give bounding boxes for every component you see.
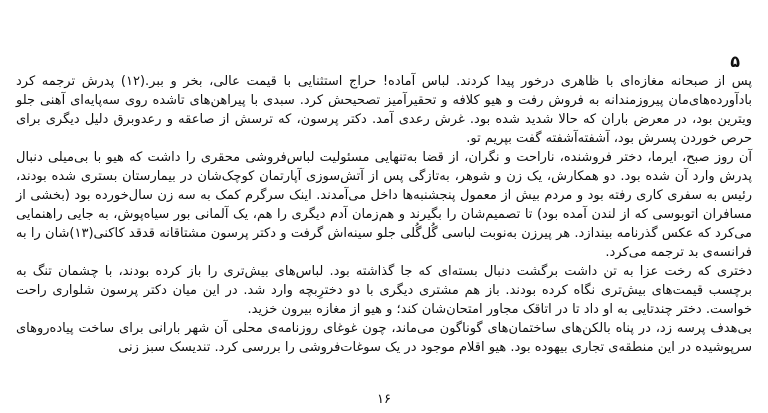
- section-number: ۵: [730, 52, 740, 71]
- page-number: ۱۶: [377, 392, 391, 407]
- paragraph: آن روز صبح، ایرما، دختر فروشنده، ناراحت و نگران، از قضا به‌تنهایی مسئولیت لباس‌فروشی محقری را داشت که هیو با بی‌میلی دنبال پدرش وارد آن شده بود. دو همکارش، یک زن و شوهر، به‌تازگی پس از آتش‌سوزی آپارتمان کوچک‌شان در بیمارستان بستری شده بودند، رئیس به سفری کاری رفته بود و مردم بیش از معمول پنجشنبه‌ها داخل می‌آمدند. اینک سرگرم کمک به سه زن سال‌خورده بود (بخشی از مسافران اتوبوسی که از لندن آمده بود) تا تصمیم‌شان را بگیرند و هم‌زمان آدم دیگری را هم، یک آلمانی بور سیاه‌پوش، به جایی راهنمایی می‌کرد که عکس گذرنامه بیندازد. هر پیرزن به‌نوبت لباسی گُل‌گُلی جلو سینه‌اش گرفت و دکتر پرسون مشتاقانه قدقد کاکنی(۱۳)شان را به فرانسه‌ی بد ترجمه می‌کرد.: [16, 150, 753, 260]
- paragraph: پس از صبحانه مغازه‌ای با ظاهری درخور پیدا کردند. لباس آماده! حراج استثنایی با قیمت عالی، بخر و ببر.(۱۲) پدرش ترجمه کرد بادآورده‌های‌مان پیروزمندانه به فروش رفت و هیو کلافه و تحقیرآمیز تصحیحش کرد. سبدی با پیراهن‌های تاشده روی سه‌پایه‌ای آهنی جلو ویترین بود، در معرض باران که حالا شدید شده بود. غرش رعدی آمد. دکتر پرسون، که ترسش از صاعقه و رعدوبرق دلیل دیگری برای حرص خوردن پسرش بود، آشفته‌آشفته گفت بپریم تو.: [16, 74, 752, 146]
- paragraph: بی‌هدف پرسه زد، در پناه بالکن‌های ساختمان‌های گوناگون می‌ماند، چون غوغای روزنامه‌ی محلی آن شهر بارانی برای ساخت پیاده‌روهای سرپوشیده در این منطقه‌ی تجاری بیهوده بود. هیو اقلام موجود در یک سوغات‌فروشی را بررسی کرد. تندیسک سبز زنی: [16, 321, 752, 355]
- paragraph: دختری که رخت عزا به تن داشت برگشت دنبال بسته‌ای که جا گذاشته بود. لباس‌های بیش‌تری را باز کرده بودند، با چشمان تنگ به برچسب قیمت‌های بیش‌تری نگاه کرده بودند. باز هم مشتری دیگری با دو دخترِبچه وارد شد. در این میان دکتر پرسون شلواری راحت خواست. دختر چندتایی به او داد تا در اتاقک مجاور امتحان‌شان کند؛ و هیو از مغازه بیرون خزید.: [16, 264, 752, 317]
- body-text: [16, 72, 752, 357]
